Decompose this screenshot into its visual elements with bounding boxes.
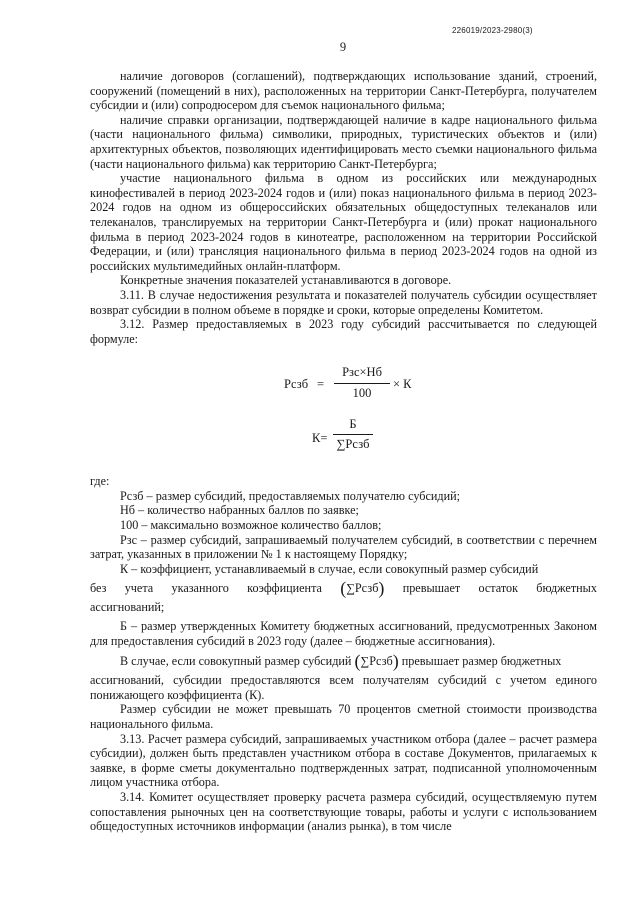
k-formula-fraction-line	[333, 434, 373, 435]
sum-rszb-text: ∑Рсзб	[346, 581, 379, 596]
word-exceeds: превышает	[402, 581, 461, 596]
coefficient-formula	[90, 416, 597, 460]
case-text-end: превышает размер бюджетных	[401, 654, 562, 669]
paragraph-3-12: 3.12. Размер предоставляемых в 2023 году субсидий рассчитывается по следующей формуле:	[90, 317, 597, 346]
paragraph-festival: участие национального фильма в одном из российских или международных кинофестивалей в период 2023-2024 годов и (или) показ национального фильма в период 2023-2024 годов на одном из общероссийских обязательных общедоступных телеканалов или телеканалов, транслируемых на территории Санкт-Петербурга и (или) прокат национального фильма в период 2023-2024 годов в кинотеатре, расположенном на территории Российской Федерации, и (или) трансляция национального фильма в период 2023-2024 годов на одной из российских мультимедийных онлайн-платформ.	[90, 171, 597, 273]
k-formula-denominator: ∑Рсзб	[336, 437, 370, 452]
definition-k-line1: К – коэффициент, устанавливаемый в случае, если совокупный размер субсидий	[120, 561, 539, 576]
case-text-start: В случае, если совокупный размер субсидий	[120, 654, 352, 669]
formula-lhs: Рсзб	[284, 377, 309, 392]
word-coefficient: коэффициента	[247, 581, 322, 596]
definition-k-line2	[90, 578, 597, 598]
sum-rszb-bracketed: (∑Рсзб)	[340, 578, 385, 599]
paragraph-3-11: 3.11. В случае недостижения результата и показателей получатель субсидии осуществляет возврат субсидии в полном объеме в порядке и сроки, которые определены Комитетом.	[90, 287, 597, 317]
k-formula-numerator: Б	[349, 417, 357, 432]
case-sum-text: ∑Рсзб	[360, 654, 393, 669]
case-sum-bracketed: (∑Рсзб)	[354, 651, 399, 672]
k-formula-lhs: К=	[312, 431, 328, 446]
formula-fraction-line	[334, 383, 390, 384]
subsidy-formula	[90, 354, 597, 416]
page-number: 9	[339, 40, 347, 54]
formula-denominator: 100	[352, 386, 372, 401]
paragraph-certificate: наличие справки организации, подтверждающей наличие в кадре национального фильма (части национального фильма) символики, природных, туристических объектов и (или) архитектурных объектов, позволяющих идентифицировать место съемки национального фильма (части национального фильма) как территорию Санкт-Петербурга;	[90, 112, 597, 171]
definition-b: Б – размер утвержденных Комитету бюджетных ассигнований, предусмотренных Законом для предоставления субсидий в 2023 году (далее – бюджетные ассигнования).	[90, 619, 597, 648]
case-line1	[90, 651, 597, 671]
definition-rzs: Рзс – размер субсидий, запрашиваемый получателем субсидий, в соответствии с перечнем затрат, указанных в приложении № 1 к настоящему Порядку;	[90, 532, 597, 562]
word-without: без	[90, 581, 107, 596]
where-label: где:	[90, 474, 110, 489]
paragraph-3-14: 3.14. Комитет осуществляет проверку расчета размера субсидий, осуществляемую путем сопоставления рыночных цен на соответствующие товары, работы и услуги с использованием общедоступных источников информации (анализ рынка), в том числе	[90, 789, 597, 834]
definition-nb: Нб – количество набранных баллов по заявке;	[120, 503, 359, 518]
formula-numerator: Рзс×Нб	[342, 365, 382, 380]
formula-equals: =	[317, 377, 325, 392]
definition-k-line3: ассигнований;	[90, 600, 165, 615]
paragraph-contracts: наличие договоров (соглашений), подтверждающих использование зданий, строений, сооружений (помещений в них), расположенных на территории Санкт-Петербурга, получателем субсидии и (или) сопродюсером для съемок национального фильма;	[90, 69, 597, 113]
word-indicated: указанного	[171, 581, 229, 596]
word-budget: бюджетных	[536, 581, 597, 596]
paragraph-3-13: 3.13. Расчет размера субсидий, запрашиваемых участником отбора (далее – расчет размера субсидии), должен быть представлен участником отбора в составе Документов, прилагаемых к заявке, в форме сметы документально подтвержденных затрат, подписанной уполномоченным лицом участника отбора.	[90, 731, 597, 790]
word-remainder: остаток	[478, 581, 519, 596]
definition-rszb: Рсзб – размер субсидий, предоставляемых получателю субсидий;	[120, 488, 461, 503]
paragraph-indicator-values: Конкретные значения показателей устанавливаются в договоре.	[120, 273, 452, 288]
formula-times-k: × К	[393, 377, 412, 392]
document-id: 226019/2023-2980(3)	[452, 26, 533, 35]
definition-100: 100 – максимально возможное количество баллов;	[120, 518, 382, 533]
word-accounting: учета	[124, 581, 154, 596]
case-line2: ассигнований, субсидии предоставляются всем получателям субсидий с учетом единого понижающего коэффициента (К).	[90, 673, 597, 702]
paragraph-limit: Размер субсидии не может превышать 70 процентов сметной стоимости производства национального фильма.	[90, 702, 597, 731]
document-body	[90, 69, 597, 834]
